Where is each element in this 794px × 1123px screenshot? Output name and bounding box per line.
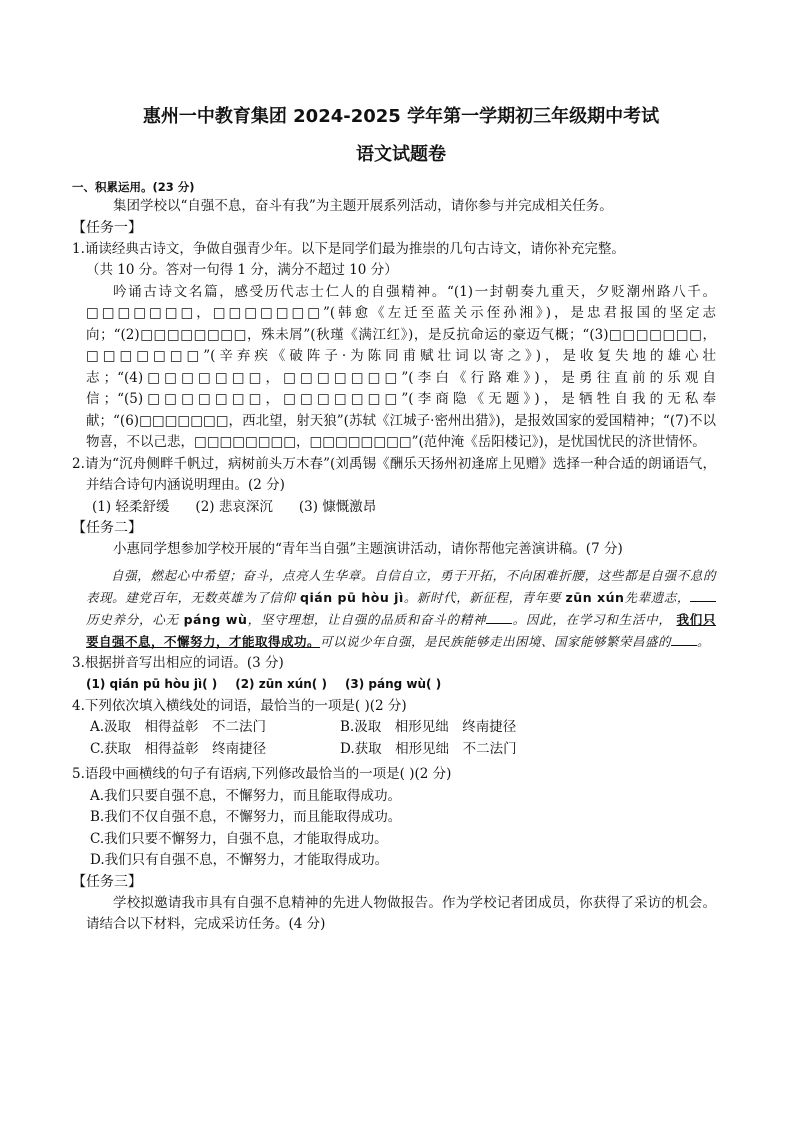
option: B.汲取 相形见绌 终南捷径: [340, 719, 517, 735]
question-2-options: [86, 497, 716, 519]
question-4-options-row2: [90, 739, 716, 761]
question-1-note: （共 10 分。答对一句得 1 分，满分不超过 10 分）: [86, 262, 398, 278]
option: (1) 轻柔舒缓: [92, 498, 170, 515]
pinyin-item: (3) páng wù( ): [344, 677, 442, 691]
option: (2) 悲哀深沉: [195, 498, 273, 515]
task-three-intro: 学校拟邀请我市具有自强不息精神的先进人物做报告。作为学校记者团成员，你获得了采访的机会。请结合以下材料，完成采访任务。(4 分): [86, 894, 716, 932]
exam-subtitle: 语文试题卷: [356, 144, 446, 165]
option: B.我们不仅自强不息，不懈努力，而且能取得成功。: [90, 809, 402, 825]
task-one-heading: 【任务一】: [72, 219, 142, 236]
task-two-heading: 【任务二】: [72, 520, 142, 536]
exam-title: 惠州一中教育集团 2024-2025 学年第一学期初三年级期中考试: [142, 106, 660, 127]
question-3-stem: 3.根据拼音写出相应的词语。(3 分): [72, 654, 284, 671]
task-three-heading: 【任务三】: [72, 873, 142, 890]
option: C.获取 相得益彰 终南捷径: [90, 740, 267, 757]
pinyin-item: (2) zūn xún( ): [235, 677, 327, 691]
speech-passage: 自强，燃起心中希望；奋斗，点亮人生华章。自信自立，勇于开拓，不向困难折腰，这些都是自强不息的表现。建党百年，无数英雄为了信仰 qián pū hòu jì。新时代，新征程，青年要 zūn xún先辈遗志，历史养分，心无 páng wù，坚守理想，让自强的品质和奋斗的精神 。因此，在学习和生活中， 我们只要自强不息，不懈努力，才能取得成功。可以说少年自强，是民族能够走出困境、国家能够繁荣昌盛的 。: [86, 567, 716, 649]
task-two-intro: 小惠同学想参加学校开展的“青年当自强”主题演讲活动，请你帮他完善演讲稿。(7 分): [113, 541, 623, 557]
option: A.我们只要自强不息，不懈努力，而且能取得成功。: [90, 787, 402, 804]
option: C.我们只要不懈努力，自强不息，才能取得成功。: [90, 830, 388, 847]
question-4-stem: 4.下列依次填入横线处的词语，最恰当的一项是( )(2 分): [72, 697, 407, 714]
section-heading: 一、积累运用。(23 分): [72, 180, 195, 194]
option: D.我们只有自强不息，不懈努力，才能取得成功。: [90, 852, 389, 868]
question-1-stem: 1.诵读经典古诗文，争做自强青少年。以下是同学们最为推崇的几句古诗文，请你补充完整。: [72, 240, 625, 257]
option: (3) 慷慨激昂: [298, 498, 377, 515]
underlined-sentence: 我们只要自强不息，不懈努力，才能取得成功。: [86, 611, 716, 649]
pinyin-item: (1) qián pū hòu jì( ): [86, 677, 218, 691]
option: A.汲取 相得益彰 不二法门: [90, 719, 267, 735]
intro-text: 集团学校以“自强不息，奋斗有我”为主题开展系列活动，请你参与并完成相关任务。: [113, 198, 613, 214]
exam-page: [72, 98, 716, 936]
option: D.获取 相形见绌 不二法门: [340, 740, 517, 757]
question-3-items: [86, 674, 716, 696]
question-1-body: 吟诵古诗文名篇，感受历代志士仁人的自强精神。“(1)一封朝奏九重天，夕贬潮州路八千。□□□□□□□，□□□□□□□”(韩愈《左迁至蓝关示侄孙湘》)，是忠君报国的坚定志向；“(2)□□□□□□□□，殊未屑”(秋瑾《满江红》)，是反抗命运的豪迈气概；“(3)□□□□□□□，□□□□□□□”(辛弃疾《破阵子·为陈同甫赋壮词以寄之》)，是收复失地的雄心壮志；“(4)□□□□□□□，□□□□□□□”(李白《行路难》)，是勇往直前的乐观自信；“(5)□□□□□□□，□□□□□□□”(李商隐《无题》)，是牺牲自我的无私奉献；“(6)□□□□□□□，西北望，射天狼”(苏轼《江城子·密州出猎》)，是报效国家的爱国精神；“(7)不以物喜，不以己悲，□□□□□□□□，□□□□□□□□”(范仲淹《岳阳楼记》)，是忧国忧民的济世情怀。: [86, 283, 716, 450]
question-2-stem: 2.请为“沉舟侧畔千帆过，病树前头万木春”(刘禹锡《酬乐天扬州初逢席上见赠》选择一种合适的朗诵语气，并结合诗句内涵说明理由。(2 分): [72, 455, 716, 493]
question-5-stem: 5.语段中画横线的句子有语病,下列修改最恰当的一项是( )(2 分): [72, 766, 452, 782]
question-4-options-row1: [90, 717, 716, 739]
